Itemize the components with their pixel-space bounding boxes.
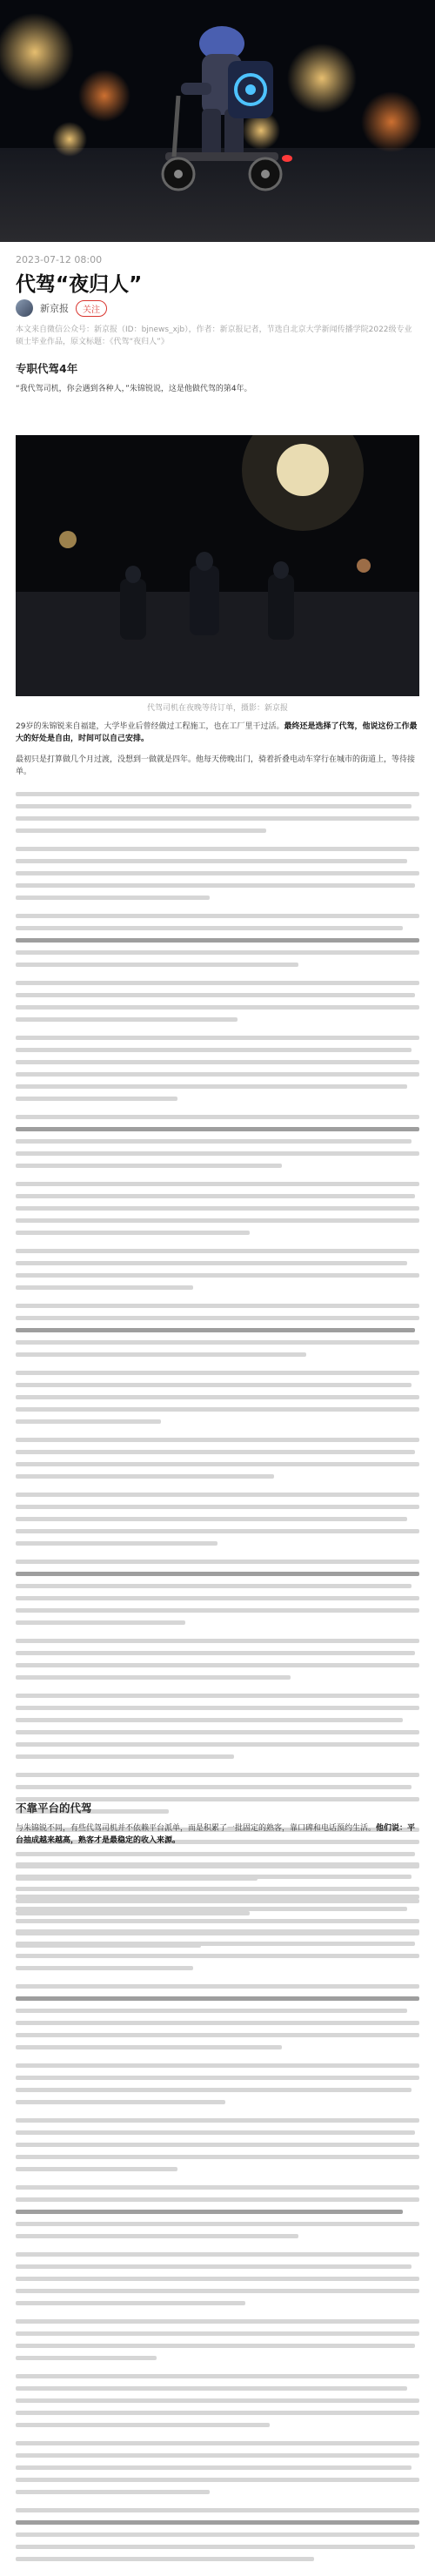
- paragraph-2-bold: 最终还是选择了代驾，他说这份工作最大的好处是自由，时间可以自己安排。: [16, 722, 418, 743]
- author-row: [16, 299, 107, 318]
- follow-button[interactable]: 关注: [76, 300, 107, 317]
- publish-date: 2023-07-12 08:00: [16, 254, 103, 265]
- photo-night-street: [16, 435, 419, 696]
- source-note: [16, 324, 419, 348]
- photo-caption: 代驾司机在夜晚等待订单，摄影：新京报: [146, 704, 288, 713]
- article-photo: [16, 435, 419, 696]
- hero-image: [0, 0, 435, 242]
- article-title: 代驾“夜归人”: [16, 273, 143, 296]
- paragraph-3: 最初只是打算做几个月过渡，没想到一做就是四年。他每天傍晚出门，骑着折叠电动车穿行在城市的街道上，等待接单。: [16, 755, 416, 776]
- paragraph-2: [16, 721, 419, 745]
- body-text-block-2: [16, 1862, 419, 2569]
- author-name[interactable]: 新京报: [40, 303, 69, 314]
- section-heading-2: 不靠平台的代驾: [16, 1801, 92, 1815]
- hero-photo-night-rider: [0, 0, 435, 242]
- paragraph-4-bold: 他们说：平台抽成越来越高，熟客才是最稳定的收入来源。: [16, 1824, 416, 1845]
- paragraph-4: [16, 1822, 419, 1847]
- paragraph-2-text: 29岁的朱锦锐来自福建，大学毕业后曾经做过工程施工，也在工厂里干过活。: [16, 722, 284, 731]
- body-text-block-1: [16, 792, 419, 1955]
- section-heading-1: 专职代驾4年: [16, 362, 78, 375]
- author-avatar[interactable]: [16, 299, 33, 317]
- paragraph-1: “我代驾司机，你会遇到各种人，”朱锦锐说，这是他做代驾的第4年。: [16, 385, 252, 393]
- source-line-1: 本文来自微信公众号：新京报（ID：bjnews_xjb），作者：新京报记者，节选自北京大学新闻传播学院2022级专业硕士毕业作品，原文标题：《代驾“夜归人”》: [16, 325, 412, 346]
- paragraph-4-text: 与朱锦锐不同，有些代驾司机并不依赖平台派单，而是积累了一批固定的熟客，靠口碑和电话预约生活。: [16, 1824, 377, 1833]
